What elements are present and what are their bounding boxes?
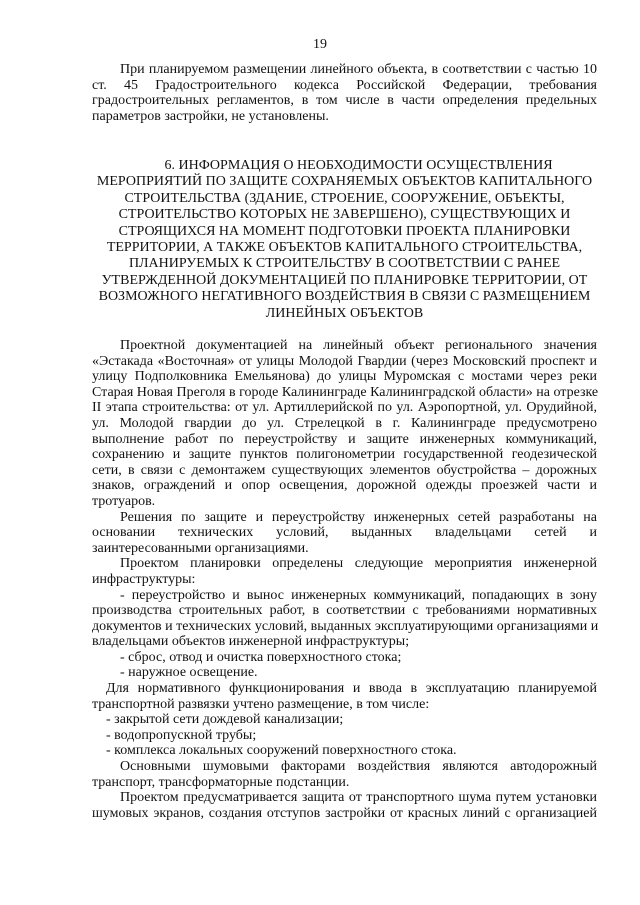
text-line: основании технических условий, выданных владельцами сетей и bbox=[92, 525, 597, 541]
text-line: Старая Новая Преголя в городе Калининграде Калининградской области» на отрезке bbox=[92, 384, 599, 400]
text-line: тротуаров. bbox=[92, 493, 156, 509]
body-text bbox=[92, 338, 597, 821]
list-item: - закрытой сети дождевой канализации; bbox=[106, 712, 344, 728]
heading-line: СТРОИТЕЛЬСТВА (ЗДАНИЕ, СТРОЕНИЕ, СООРУЖЕНИЕ, ОБЪЕКТЫ, bbox=[124, 190, 565, 206]
text-line: производства строительных работ, в соответствии с требованиями нормативных bbox=[92, 603, 597, 619]
text-line: параметров застройки, не установлены. bbox=[92, 108, 329, 124]
text-line: градостроительных регламентов, в том числе в части определения предельных bbox=[92, 93, 597, 109]
text-line: улицу Подполковника Емельянова) до улицы Муромская с мостами через реки bbox=[92, 369, 597, 385]
text-line: Проектной документацией на линейный объект регионального значения bbox=[120, 338, 597, 353]
text-line: Проектом планировки определены следующие мероприятия инженерной bbox=[120, 556, 597, 572]
list-item: - комплекса локальных сооружений поверхностного стока. bbox=[106, 743, 457, 759]
text-line: выполнение работ по переустройству и защите инженерных коммуникаций, bbox=[92, 431, 597, 447]
text-line: владельцами объектов инженерной инфраструктуры; bbox=[92, 634, 410, 650]
text-line: знаков, ограждений и опор освещения, дорожной одежды проезжей части и bbox=[92, 478, 597, 494]
list-item: - наружное освещение. bbox=[120, 665, 258, 681]
text-line: ст. 45 Градостроительного кодекса Российской Федерации, требования bbox=[92, 77, 597, 93]
heading-line: ПЛАНИРУЕМЫХ К СТРОИТЕЛЬСТВУ В СООТВЕТСТВИИ С РАНЕЕ bbox=[128, 256, 561, 272]
heading-line: УТВЕРЖДЕННОЙ ДОКУМЕНТАЦИЕЙ ПО ПЛАНИРОВКЕ ТЕРРИТОРИИ, ОТ bbox=[101, 272, 588, 288]
heading-line: МЕРОПРИЯТИЙ ПО ЗАЩИТЕ СОХРАНЯЕМЫХ ОБЪЕКТОВ КАПИТАЛЬНОГО bbox=[96, 174, 593, 190]
text-line: транспортной развязки учтено размещение, в том числе: bbox=[92, 696, 430, 712]
text-line: сети, в связи с демонтажем существующих элементов обустройства – дорожных bbox=[92, 462, 597, 478]
text-line: Для нормативного функционирования и ввода в эксплуатацию планируемой bbox=[106, 681, 597, 697]
list-item: - водопропускной трубы; bbox=[106, 727, 257, 743]
heading-line: ЛИНЕЙНЫХ ОБЪЕКТОВ bbox=[265, 305, 424, 321]
heading-line: ВОЗМОЖНОГО НЕГАТИВНОГО ВОЗДЕЙСТВИЯ В СВЯЗИ С РАЗМЕЩЕНИЕМ bbox=[98, 289, 591, 305]
text-line: документов и технических условий, выданных эксплуатирующими организациями и bbox=[92, 618, 599, 634]
text-line: ул. Молодой гвардии до ул. Стрелецкой в г. Калининграде предусмотрено bbox=[92, 415, 597, 431]
text-line: «Эстакада «Восточная» от улицы Молодой Гвардии (через Московский проспект и bbox=[92, 353, 597, 369]
text-line: Решения по защите и переустройству инженерных сетей разработаны на bbox=[120, 509, 597, 525]
heading-line: ТЕРРИТОРИИ, А ТАКЖЕ ОБЪЕКТОВ КАПИТАЛЬНОГО СТРОИТЕЛЬСТВА, bbox=[106, 240, 583, 256]
intro-paragraph bbox=[92, 62, 597, 124]
text-line: заинтересованными организациями. bbox=[92, 540, 309, 556]
text-line: Проектом предусматривается защита от транспортного шума путем установки bbox=[120, 790, 597, 806]
text-line: транспорт, трансформаторные подстанции. bbox=[92, 774, 350, 790]
text-line: II этапа строительства: от ул. Артиллерийской по ул. Аэропортной, ул. Орудийной, bbox=[92, 400, 597, 416]
text-line: инфраструктуры: bbox=[92, 571, 196, 587]
section-heading bbox=[92, 158, 597, 322]
text-line: сохранению и защите пунктов полигонометрии государственной геодезической bbox=[92, 447, 597, 463]
list-item: - переустройство и вынос инженерных коммуникаций, попадающих в зону bbox=[120, 587, 597, 603]
text-line: Основными шумовыми факторами воздействия являются автодорожный bbox=[120, 759, 597, 775]
text-line: При планируемом размещении линейного объекта, в соответствии с частью 10 bbox=[120, 62, 597, 77]
list-item: - сброс, отвод и очистка поверхностного стока; bbox=[120, 649, 402, 665]
text-line: шумовых экранов, создания отступов застройки от красных линий с организацией bbox=[92, 805, 597, 821]
page-number: 19 bbox=[313, 37, 327, 52]
heading-line: СТРОИТЕЛЬСТВО КОТОРЫХ НЕ ЗАВЕРШЕНО), СУЩЕСТВУЮЩИХ И bbox=[118, 207, 571, 223]
heading-line: СТРОЯЩИХСЯ НА МОМЕНТ ПОДГОТОВКИ ПРОЕКТА ПЛАНИРОВКИ bbox=[118, 223, 571, 239]
heading-line: 6. ИНФОРМАЦИЯ О НЕОБХОДИМОСТИ ОСУЩЕСТВЛЕНИЯ bbox=[164, 158, 553, 173]
